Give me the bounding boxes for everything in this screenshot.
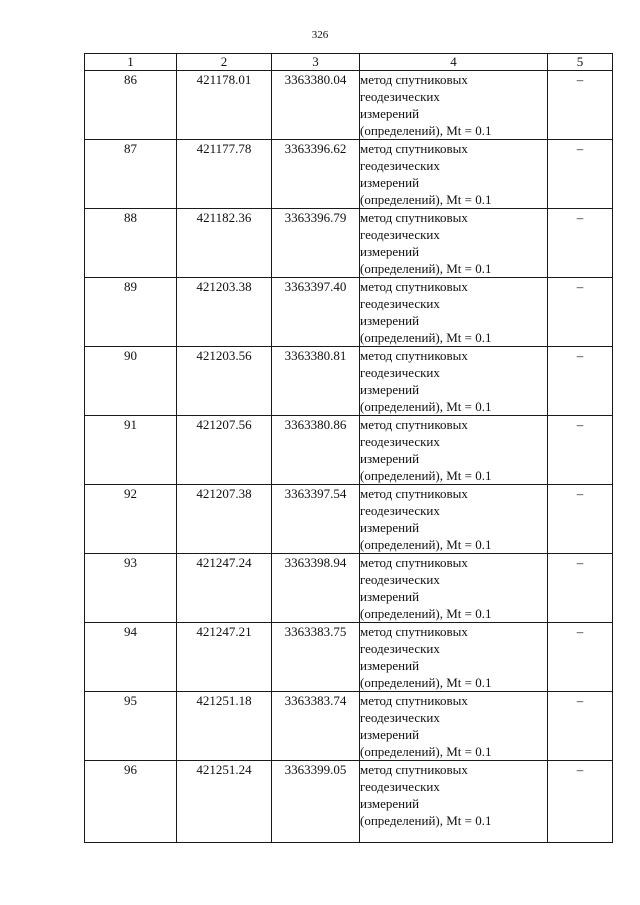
table-row bbox=[85, 71, 613, 140]
method-text-line: метод спутниковых bbox=[360, 555, 468, 570]
x-coordinate-cell: 421182.36 bbox=[177, 209, 272, 278]
table-header-row bbox=[85, 54, 613, 71]
method-text-line: метод спутниковых bbox=[360, 348, 468, 363]
dash-cell: – bbox=[548, 692, 613, 761]
dash-cell: – bbox=[548, 140, 613, 209]
method-text-line: метод спутниковых bbox=[360, 141, 468, 156]
method-text-line: метод спутниковых bbox=[360, 693, 468, 708]
method-text-line: измерений bbox=[360, 451, 420, 466]
method-cell bbox=[360, 554, 548, 623]
method-text-line: измерений bbox=[360, 520, 420, 535]
x-coordinate-cell: 421247.24 bbox=[177, 554, 272, 623]
method-cell bbox=[360, 416, 548, 485]
method-text-line: измерений bbox=[360, 313, 420, 328]
method-text-line: (определений), Mt = 0.1 bbox=[360, 399, 492, 414]
table-body bbox=[85, 71, 613, 843]
point-number-cell: 95 bbox=[85, 692, 177, 761]
method-text-line: метод спутниковых bbox=[360, 762, 468, 777]
dash-cell: – bbox=[548, 416, 613, 485]
table-row bbox=[85, 692, 613, 761]
method-text-line: измерений bbox=[360, 106, 420, 121]
method-text-line: метод спутниковых bbox=[360, 210, 468, 225]
y-coordinate-cell: 3363380.81 bbox=[272, 347, 360, 416]
x-coordinate-cell: 421203.56 bbox=[177, 347, 272, 416]
method-text-line: измерений bbox=[360, 796, 420, 811]
x-coordinate-cell: 421178.01 bbox=[177, 71, 272, 140]
x-coordinate-cell: 421203.38 bbox=[177, 278, 272, 347]
dash-cell: – bbox=[548, 761, 613, 843]
coordinates-table bbox=[84, 53, 613, 843]
method-text-line: метод спутниковых bbox=[360, 417, 468, 432]
y-coordinate-cell: 3363396.62 bbox=[272, 140, 360, 209]
method-cell bbox=[360, 140, 548, 209]
x-coordinate-cell: 421207.56 bbox=[177, 416, 272, 485]
table-row bbox=[85, 554, 613, 623]
y-coordinate-cell: 3363383.75 bbox=[272, 623, 360, 692]
y-coordinate-cell: 3363399.05 bbox=[272, 761, 360, 843]
y-coordinate-cell: 3363398.94 bbox=[272, 554, 360, 623]
method-cell bbox=[360, 71, 548, 140]
y-coordinate-cell: 3363397.54 bbox=[272, 485, 360, 554]
table-row bbox=[85, 278, 613, 347]
method-cell bbox=[360, 485, 548, 554]
column-header-1: 1 bbox=[85, 54, 177, 71]
method-text-line: геодезических bbox=[360, 365, 440, 380]
y-coordinate-cell: 3363396.79 bbox=[272, 209, 360, 278]
method-text-line: геодезических bbox=[360, 572, 440, 587]
method-text-line: (определений), Mt = 0.1 bbox=[360, 675, 492, 690]
method-text-line: измерений bbox=[360, 589, 420, 604]
method-cell bbox=[360, 209, 548, 278]
point-number-cell: 88 bbox=[85, 209, 177, 278]
column-header-3: 3 bbox=[272, 54, 360, 71]
method-text-line: (определений), Mt = 0.1 bbox=[360, 330, 492, 345]
method-text-line: измерений bbox=[360, 175, 420, 190]
y-coordinate-cell: 3363380.86 bbox=[272, 416, 360, 485]
point-number-cell: 91 bbox=[85, 416, 177, 485]
method-text-line: (определений), Mt = 0.1 bbox=[360, 192, 492, 207]
method-text-line: геодезических bbox=[360, 710, 440, 725]
method-text-line: (определений), Mt = 0.1 bbox=[360, 537, 492, 552]
method-text-line: (определений), Mt = 0.1 bbox=[360, 606, 492, 621]
method-text-line: геодезических bbox=[360, 434, 440, 449]
dash-cell: – bbox=[548, 485, 613, 554]
table-row bbox=[85, 209, 613, 278]
table-row bbox=[85, 140, 613, 209]
method-text-line: (определений), Mt = 0.1 bbox=[360, 123, 492, 138]
x-coordinate-cell: 421177.78 bbox=[177, 140, 272, 209]
point-number-cell: 96 bbox=[85, 761, 177, 843]
method-text-line: (определений), Mt = 0.1 bbox=[360, 468, 492, 483]
method-text-line: метод спутниковых bbox=[360, 486, 468, 501]
method-cell bbox=[360, 692, 548, 761]
method-text-line: геодезических bbox=[360, 641, 440, 656]
x-coordinate-cell: 421207.38 bbox=[177, 485, 272, 554]
x-coordinate-cell: 421251.18 bbox=[177, 692, 272, 761]
x-coordinate-cell: 421247.21 bbox=[177, 623, 272, 692]
method-text-line: (определений), Mt = 0.1 bbox=[360, 261, 492, 276]
column-header-5: 5 bbox=[548, 54, 613, 71]
method-cell bbox=[360, 623, 548, 692]
point-number-cell: 93 bbox=[85, 554, 177, 623]
method-cell bbox=[360, 761, 548, 843]
point-number-cell: 87 bbox=[85, 140, 177, 209]
method-text-line: геодезических bbox=[360, 296, 440, 311]
table-row bbox=[85, 761, 613, 843]
method-text-line: геодезических bbox=[360, 227, 440, 242]
dash-cell: – bbox=[548, 209, 613, 278]
method-text-line: (определений), Mt = 0.1 bbox=[360, 744, 492, 759]
method-text-line: измерений bbox=[360, 244, 420, 259]
method-text-line: измерений bbox=[360, 658, 420, 673]
point-number-cell: 92 bbox=[85, 485, 177, 554]
point-number-cell: 86 bbox=[85, 71, 177, 140]
y-coordinate-cell: 3363380.04 bbox=[272, 71, 360, 140]
method-text-line: метод спутниковых bbox=[360, 72, 468, 87]
column-header-4: 4 bbox=[360, 54, 548, 71]
dash-cell: – bbox=[548, 347, 613, 416]
table-row bbox=[85, 485, 613, 554]
table-row bbox=[85, 416, 613, 485]
method-text-line: геодезических bbox=[360, 89, 440, 104]
column-header-2: 2 bbox=[177, 54, 272, 71]
y-coordinate-cell: 3363397.40 bbox=[272, 278, 360, 347]
point-number-cell: 89 bbox=[85, 278, 177, 347]
page-number: 326 bbox=[311, 29, 329, 41]
method-text-line: геодезических bbox=[360, 779, 440, 794]
method-text-line: геодезических bbox=[360, 503, 440, 518]
table-row bbox=[85, 623, 613, 692]
y-coordinate-cell: 3363383.74 bbox=[272, 692, 360, 761]
point-number-cell: 94 bbox=[85, 623, 177, 692]
dash-cell: – bbox=[548, 278, 613, 347]
table-row bbox=[85, 347, 613, 416]
method-cell bbox=[360, 278, 548, 347]
method-cell bbox=[360, 347, 548, 416]
method-text-line: геодезических bbox=[360, 158, 440, 173]
x-coordinate-cell: 421251.24 bbox=[177, 761, 272, 843]
method-text-line: (определений), Mt = 0.1 bbox=[360, 813, 492, 828]
dash-cell: – bbox=[548, 554, 613, 623]
dash-cell: – bbox=[548, 71, 613, 140]
method-text-line: метод спутниковых bbox=[360, 624, 468, 639]
method-text-line: измерений bbox=[360, 727, 420, 742]
method-text-line: измерений bbox=[360, 382, 420, 397]
point-number-cell: 90 bbox=[85, 347, 177, 416]
method-text-line: метод спутниковых bbox=[360, 279, 468, 294]
dash-cell: – bbox=[548, 623, 613, 692]
